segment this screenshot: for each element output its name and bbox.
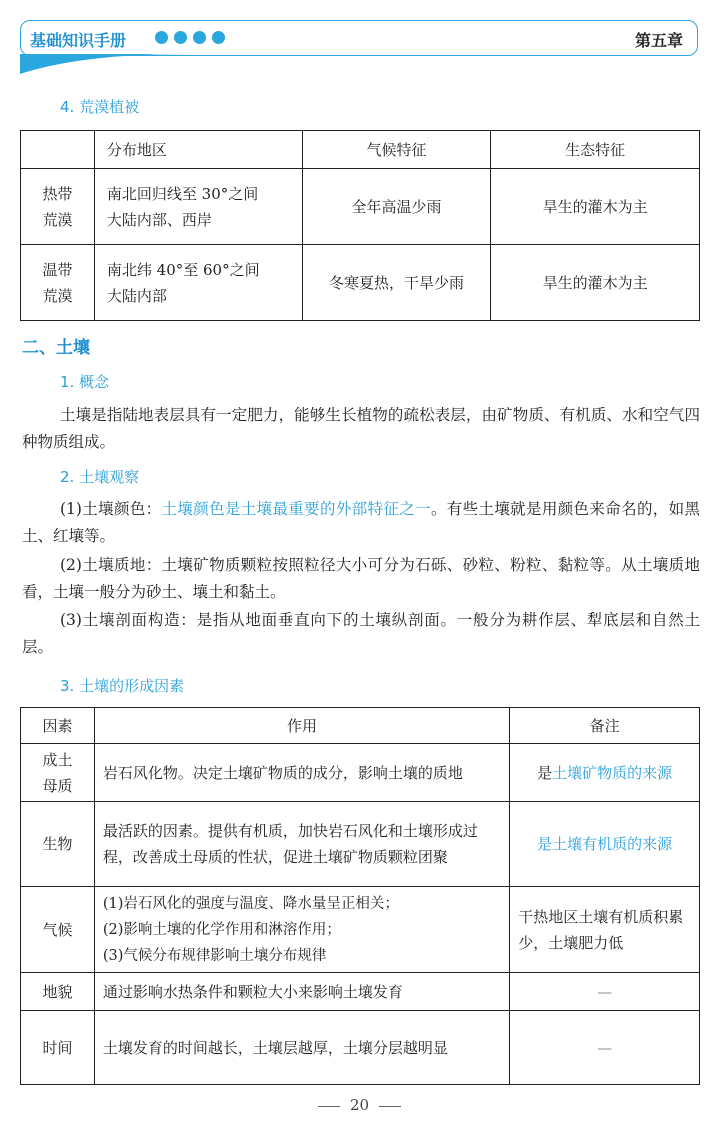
factor-cell: 生物 [21,802,95,887]
cell-text: (2)影响土壤的化学作用和淋溶作用； [102,921,341,938]
desert-type-cell [21,245,95,321]
header-title: 基础知识手册 [30,31,127,50]
note-cell [510,744,700,802]
highlight-text: 是土壤有机质的来源 [537,835,673,853]
table-header-cell [21,131,95,169]
effect-cell [94,887,509,973]
effect-cell: 土壤发育的时间越长，土壤层越厚，土壤分层越明显 [94,1011,509,1085]
page-footer [0,1096,719,1114]
cell-text: 成土 [42,750,73,769]
highlight-text: 土壤矿物质的来源 [552,763,673,782]
concept-paragraph: 土壤是指陆地表层具有一定肥力，能够生长植物的疏松表层，由矿物质、有机质、水和空气四种物质组成。 [22,406,700,451]
dot-icon [193,31,206,44]
dot-icon [212,31,225,44]
table-row [21,973,700,1011]
cell-text: 温带 [42,260,73,279]
soil-factors-table [20,707,700,1085]
footer-dash [318,1106,340,1107]
table-row [21,245,700,321]
effect-cell: 通过影响水热条件和颗粒大小来影响土壤发育 [94,973,509,1011]
effect-cell: 岩石风化物。决定土壤矿物质的成分，影响土壤的质地 [94,744,509,802]
highlight-text: 土壤颜色是土壤最重要的外部特征之一 [161,500,431,518]
distribution-cell [94,169,302,245]
table-header-row [21,708,700,744]
table-header-row [21,131,700,169]
ecology-cell: 旱生的灌木为主 [491,245,700,321]
soil-texture-paragraph: (2)土壤质地：土壤矿物质颗粒按照粒径大小可分为石砾、砂粒、粉粒、黏粒等。从土壤质地看，土壤一般分为砂土、壤土和黏土。 [22,556,700,601]
table-row [21,802,700,887]
table-header-cell: 气候特征 [302,131,491,169]
chapter-label: 第五章 [634,31,683,50]
cell-text: (3)气候分布规律影响土壤分布规律 [102,947,327,964]
table-row [21,169,700,245]
page-number: 20 [349,1096,370,1114]
paragraph-text: 。有些土壤就是用颜色来命名的，如黑土、红壤等。 [22,500,700,545]
effect-cell: 最活跃的因素。提供有机质，加快岩石风化和土壤形成过程，改善成土母质的性状，促进土壤矿物质颗粒团聚 [94,802,509,887]
desert-table [20,130,700,321]
header-dots-decoration [155,31,225,44]
note-cell: 干热地区土壤有机质积累少，土壤肥力低 [510,887,700,973]
desert-heading: 4. 荒漠植被 [60,98,140,116]
climate-cell: 全年高温少雨 [302,169,491,245]
cell-text: 是 [537,763,553,782]
factor-cell: 气候 [21,887,95,973]
climate-cell: 冬寒夏热，干旱少雨 [302,245,491,321]
cell-text: 南北纬 40°至 60°之间 [106,260,260,279]
cell-text: 荒漠 [42,286,73,305]
factor-cell [21,744,95,802]
cell-text: 大陆内部 [106,286,167,305]
table-row [21,744,700,802]
footer-dash [379,1106,401,1107]
table-header-cell: 因素 [21,708,95,744]
factor-cell: 时间 [21,1011,95,1085]
section-title: 二、土壤 [22,338,90,358]
factors-heading: 3. 土壤的形成因素 [60,677,185,695]
concept-heading: 1. 概念 [60,373,110,391]
dot-icon [174,31,187,44]
ecology-cell: 旱生的灌木为主 [491,169,700,245]
header-swoosh-decoration [20,52,190,74]
note-cell [510,802,700,887]
table-header-cell: 分布地区 [94,131,302,169]
observe-heading: 2. 土壤观察 [60,468,140,486]
table-header-cell: 作用 [94,708,509,744]
distribution-cell [94,245,302,321]
note-cell: — [510,973,700,1011]
paragraph-text: (1)土壤颜色： [60,500,162,518]
cell-text: 热带 [42,184,73,203]
table-header-cell: 备注 [510,708,700,744]
cell-text: 荒漠 [42,210,73,229]
table-row [21,887,700,973]
table-row [21,1011,700,1085]
dot-icon [155,31,168,44]
note-cell: — [510,1011,700,1085]
soil-profile-paragraph: (3)土壤剖面构造：是指从地面垂直向下的土壤纵剖面。一般分为耕作层、犁底层和自然土层。 [22,611,700,656]
cell-text: 母质 [42,776,73,795]
soil-color-paragraph [22,496,700,550]
cell-text: (1)岩石风化的强度与温度、降水量呈正相关； [102,895,399,912]
cell-text: 南北回归线至 30°之间 [106,184,259,203]
desert-type-cell [21,169,95,245]
table-header-cell: 生态特征 [491,131,700,169]
cell-text: 大陆内部、西岸 [106,210,212,229]
factor-cell: 地貌 [21,973,95,1011]
